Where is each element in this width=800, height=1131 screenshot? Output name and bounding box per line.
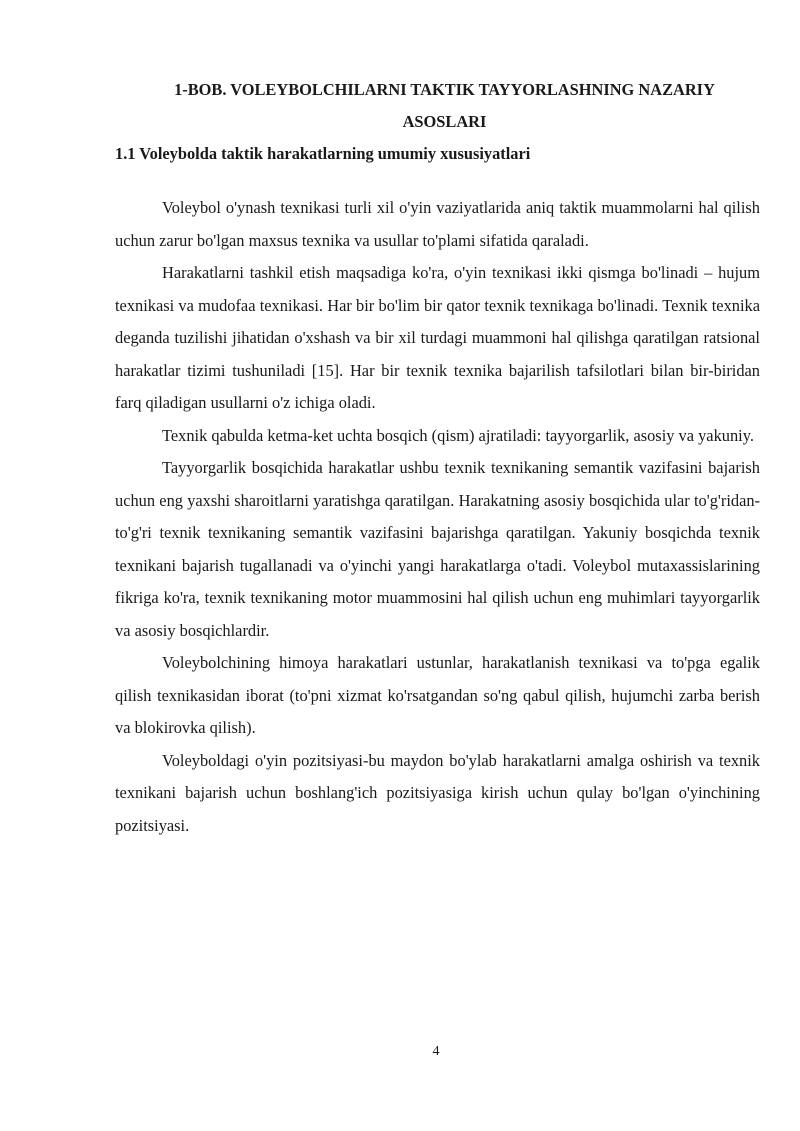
section-title: 1.1 Voleybolda taktik harakatlarning umumiy xususiyatlari — [115, 144, 531, 163]
chapter-title-line-1: 1-BOB. VOLEYBOLCHILARNI TAKTIK TAYYORLASHNING NAZARIY — [174, 80, 715, 99]
paragraph-1: Voleybol o'ynash texnikasi turli xil o'yin vaziyatlarida aniq taktik muammolarni hal qilish uchun zarur bo'lgan maxsus texnika va usullar to'plami sifatida qaraladi. — [115, 198, 760, 250]
document-page — [115, 74, 760, 842]
paragraph-5: Voleybolchining himoya harakatlari ustunlar, harakatlanish texnikasi va to'pga egalik qilish texnikasidan iborat (to'pni xizmat ko'rsatgandan so'ng qabul qilish, hujumchi zarba berish va blokirovka qilish). — [115, 653, 760, 737]
paragraph-6: Voleyboldagi o'yin pozitsiyasi-bu maydon bo'ylab harakatlarni amalga oshirish va texnik texnikani bajarish uchun boshlang'ich pozitsiyasiga kirish uchun qulay bo'lgan o'yinchining pozitsiyasi. — [115, 750, 760, 835]
chapter-title — [115, 74, 760, 138]
paragraph-3: Texnik qabulda ketma-ket uchta bosqich (qism) ajratiladi: tayyorgarlik, asosiy va yakuniy. — [162, 425, 754, 445]
chapter-title-line-2: ASOSLARI — [402, 112, 487, 131]
page-number: 4 — [432, 1044, 440, 1059]
paragraph-2: Harakatlarni tashkil etish maqsadiga ko'ra, o'yin texnikasi ikki qismga bo'linadi – hujum texnikasi va mudofaa texnikasi. Har bir bo'lim bir qator texnik texnikaga bo'linadi. Texnik texnika deganda tuzilishi jihatidan o'xshash va bir xil turdagi muammoni hal qilishga qaratilgan ratsional harakatlar tizimi tushuniladi [15]. Har bir texnik texnika bajarilish tafsilotlari bilan bir-biridan farq qiladigan usullarni o'z ichiga oladi. — [115, 263, 760, 412]
paragraph-4: Tayyorgarlik bosqichida harakatlar ushbu texnik texnikaning semantik vazifasini bajarish uchun eng yaxshi sharoitlarni yaratishga qaratilgan. Harakatning asosiy bosqichida ular to'g'ridan-to'g'ri texnik texnikaning semantik vazifasini bajarishga qaratilgan. Yakuniy bosqichda texnik texnikani bajarish tugallanadi va o'yinchi yangi harakatlarga o'tadi. Voleybol mutaxassislarining fikriga ko'ra, texnik texnikaning motor muammosini hal qilish uchun eng muhimlari tayyorgarlik va asosiy bosqichlardir. — [115, 458, 760, 640]
